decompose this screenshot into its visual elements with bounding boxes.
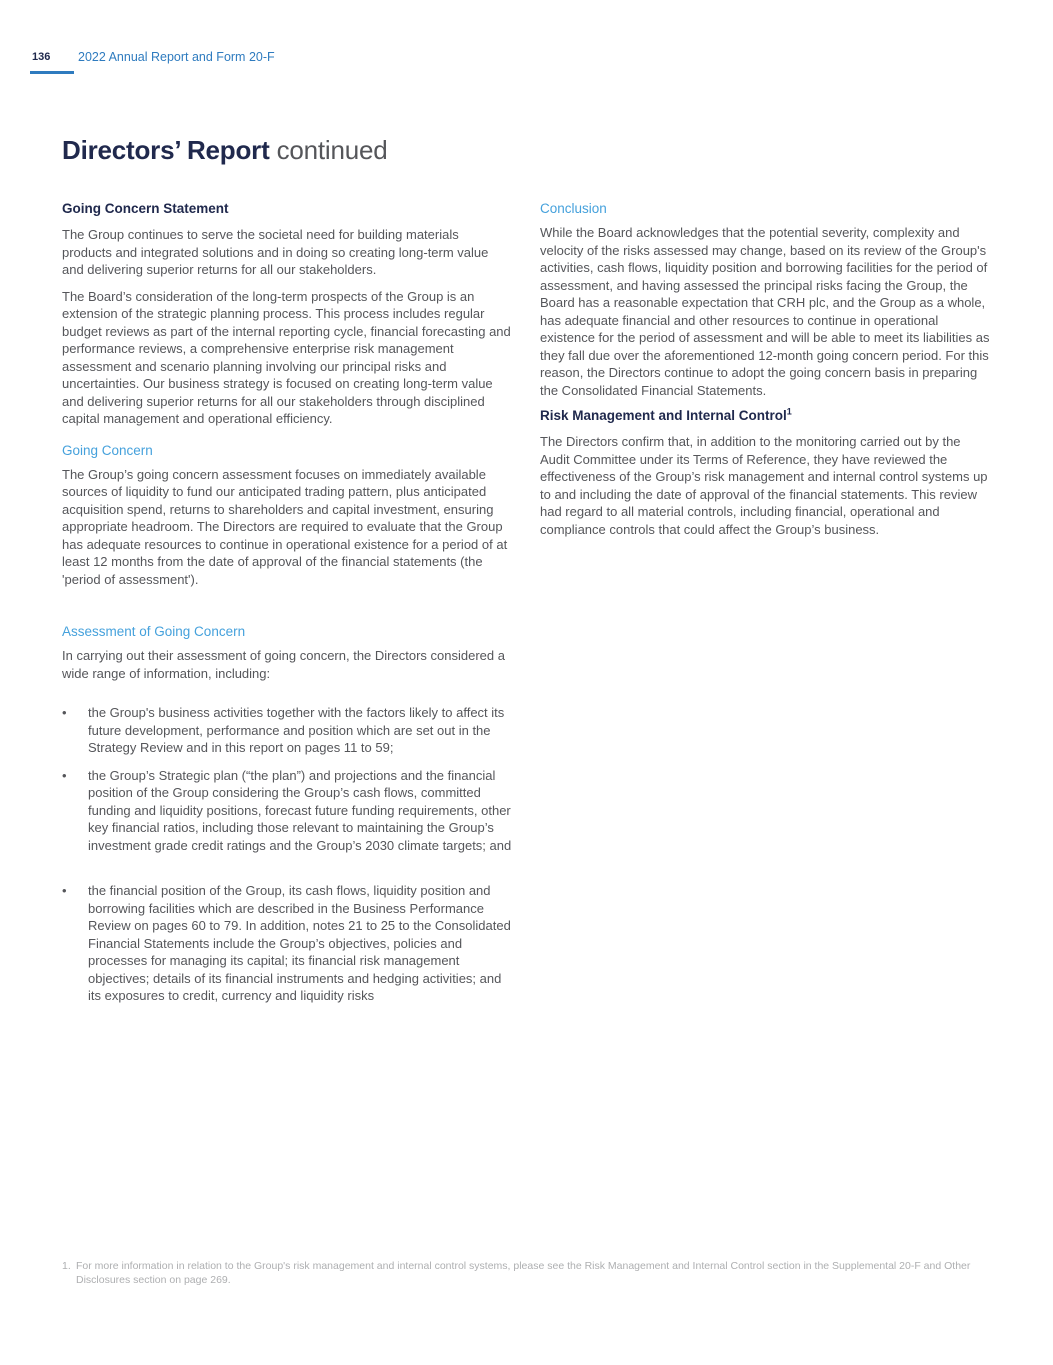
report-header-title: 2022 Annual Report and Form 20-F xyxy=(78,50,275,64)
page-number-underline xyxy=(30,71,74,74)
subheading-assessment-of-going-concern: Assessment of Going Concern xyxy=(62,624,246,639)
subheading-going-concern: Going Concern xyxy=(62,442,153,458)
page-title-main: Directors’ Report xyxy=(62,135,270,165)
list-item xyxy=(62,882,512,1005)
page-title-suffix: continued xyxy=(269,135,388,165)
bullet-icon: • xyxy=(62,767,67,783)
content-columns xyxy=(62,201,992,1015)
page-title xyxy=(62,135,388,166)
bullet-icon: • xyxy=(62,883,67,898)
list-item-text: the Group’s Strategic plan (“the plan”) and projections and the financial position of the Group considering the Group’s cash flows, committed funding and liquidity positions, forecast future funding requirements, other key financial ratios, including those relevant to maintaining the Group’s investment grade credit ratings and the Group’s 2030 climate targets; and xyxy=(88,767,512,853)
list-item-text: the financial position of the Group, its cash flows, liquidity position and borrowing facilities which are described in the Business Performance Review on pages 60 to 79. In addition, notes 21 to 25 to the Consolidated Financial Statements include the Group’s objectives, policies and processes for managing its capital; its financial risk management objectives; details of its financial instruments and hedging activities; and its exposures to credit, currency and liquidity risks xyxy=(88,883,511,1003)
paragraph: In carrying out their assessment of going concern, the Directors considered a wide range of information, including: xyxy=(62,648,505,681)
heading-going-concern-statement: Going Concern Statement xyxy=(62,201,229,216)
footnote-text: For more information in relation to the Group's risk management and internal control systems, please see the Risk Management and Internal Control section in the Supplemental 20-F and Other Disclosures section on page 269. xyxy=(76,1260,971,1286)
heading-text: Risk Management and Internal Control xyxy=(540,408,787,423)
paragraph: While the Board acknowledges that the potential severity, complexity and velocity of the risks assessed may change, based on its review of the Group's activities, cash flows, liquidity position and borrowing facilities for the period of assessment, and having assessed the principal risks facing the Group, the Board has a reasonable expectation that CRH plc, and the Group as a whole, has adequate financial and other resources to continue in operational existence for the period of assessment and will be able to meet its liabilities as they fall due over the aforementioned 12-month going concern period. For this reason, the Directors continue to adopt the going concern basis in preparing the Consolidated Financial Statements. xyxy=(540,225,990,398)
list-item xyxy=(62,704,512,757)
assessment-bullet-list xyxy=(62,704,512,1005)
list-item xyxy=(62,767,512,855)
subheading-conclusion: Conclusion xyxy=(540,201,607,216)
paragraph: The Board’s consideration of the long-term prospects of the Group is an extension of the strategic planning process. This process includes regular budget reviews as part of the internal reporting cycle, financial forecasting and performance reviews, a comprehensive enterprise risk management assessment and scenario planning involving our principal risks and uncertainties. Our business strategy is focused on creating long-term value and delivering superior returns for all our stakeholders through disciplined capital management and operational efficiency. xyxy=(62,288,511,426)
footnote xyxy=(62,1259,980,1287)
paragraph: The Directors confirm that, in addition to the monitoring carried out by the Audit Committee under its Terms of Reference, they have reviewed the effectiveness of the Group’s risk management and internal control systems up to and including the date of approval of the financial statements. This review had regard to all material controls, including financial, operational and compliance controls that could affect the Group’s business. xyxy=(540,434,988,537)
left-column xyxy=(62,201,512,1015)
page-number: 136 xyxy=(32,51,51,63)
footnote-marker: 1. xyxy=(62,1260,71,1272)
right-column xyxy=(540,201,992,1015)
list-item-text: the Group's business activities together with the factors likely to affect its future development, performance and position which are set out in the Strategy Review and in this report on pages 11 to 59; xyxy=(88,705,505,755)
footnote-reference: 1 xyxy=(786,406,792,417)
paragraph: The Group’s going concern assessment focuses on immediately available sources of liquidity to fund our anticipated trading pattern, plus anticipated acquisition spend, returns to shareholders and capital investment, ensuring appropriate headroom. The Directors are required to evaluate that the Group has adequate resources to continue in operational existence for a period of at least 12 months from the date of approval of the financial statements (the 'period of assessment'). xyxy=(62,466,508,587)
heading-risk-management-and-internal-control xyxy=(540,408,992,423)
bullet-icon: • xyxy=(62,705,67,720)
paragraph: The Group continues to serve the societal need for building materials products and integrated solutions and in doing so creating long-term value and delivering superior returns for all our stakeholders. xyxy=(62,227,489,277)
